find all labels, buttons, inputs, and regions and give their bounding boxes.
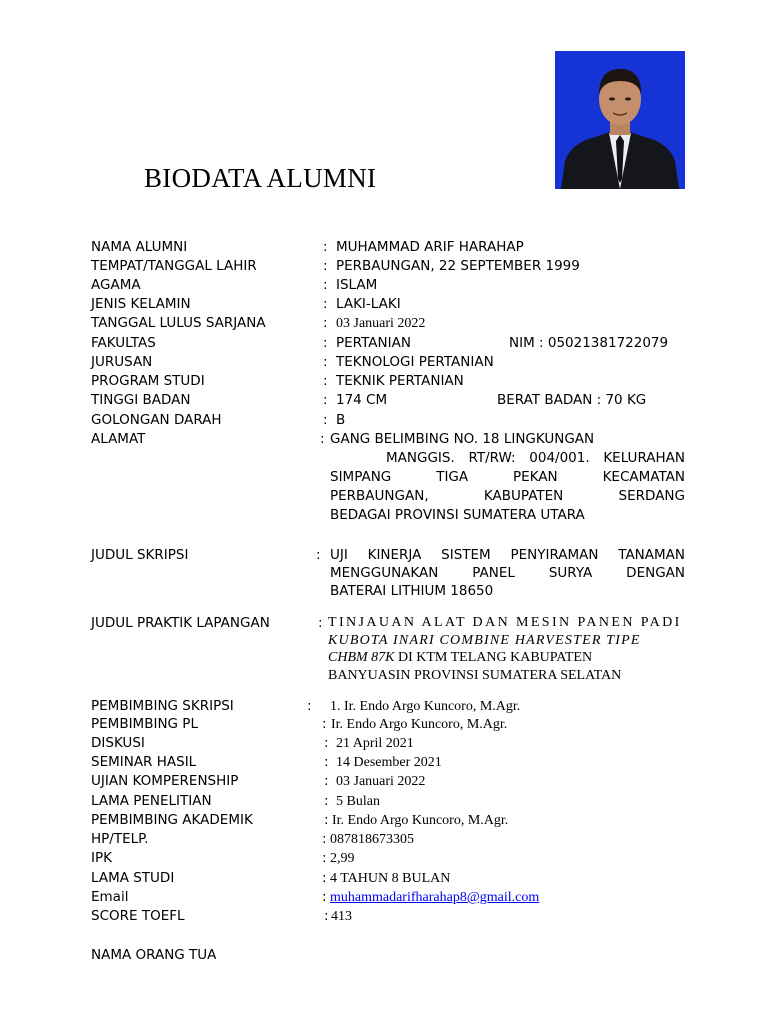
praktik-line-italic: KUBOTA INARI COMBINE HARVESTER TIPE (328, 632, 641, 648)
alamat-value (330, 430, 685, 525)
colon: : (324, 793, 329, 809)
field-value: 4 TAHUN 8 BULAN (330, 871, 451, 886)
page-title: BIODATA ALUMNI (144, 163, 377, 193)
field-label: LAMA STUDI (91, 870, 175, 886)
colon: : (323, 335, 328, 351)
field-label: PEMBIMBING PL (91, 716, 198, 732)
praktik-rest-part: DI KTM TELANG KABUPATEN (394, 650, 593, 665)
field-value: 5 Bulan (336, 794, 380, 809)
field-label: TEMPAT/TANGGAL LAHIR (91, 258, 257, 274)
field-label: HP/TELP. (91, 831, 149, 847)
praktik-line: TINJAUAN ALAT DAN MESIN PANEN PADI (328, 615, 682, 630)
skripsi-line: UJI KINERJA SISTEM PENYIRAMAN TANAMAN (330, 547, 685, 563)
colon: : (323, 277, 328, 293)
field-label: DISKUSI (91, 735, 145, 751)
field-label: GOLONGAN DARAH (91, 412, 222, 428)
colon: : (323, 239, 328, 255)
judul-praktik-value (328, 614, 683, 684)
alumni-photo (555, 51, 685, 189)
field-value: ISLAM (336, 277, 378, 293)
colon: : (324, 735, 329, 751)
field-label: SEMINAR HASIL (91, 754, 197, 770)
field-value: PERBAUNGAN, 22 SEPTEMBER 1999 (336, 258, 580, 274)
field-value: 21 April 2021 (336, 736, 414, 751)
colon: : (322, 870, 327, 886)
field-value: MUHAMMAD ARIF HARAHAP (336, 239, 524, 255)
field-label: IPK (91, 850, 112, 866)
field-label: UJIAN KOMPERENSHIP (91, 773, 239, 789)
alamat-line: SIMPANG TIGA PEKAN KECAMATAN (330, 469, 685, 485)
nim-value: NIM : 05021381722079 (509, 335, 669, 351)
field-label: LAMA PENELITIAN (91, 793, 212, 809)
berat-badan-value: BERAT BADAN : 70 KG (497, 392, 647, 408)
colon: : (322, 889, 327, 905)
colon: : (322, 716, 327, 732)
colon: : (322, 831, 327, 847)
person-portrait-icon (555, 51, 685, 189)
praktik-line: BANYUASIN PROVINSI SUMATERA SELATAN (328, 667, 622, 683)
alamat-line: GANG BELIMBING NO. 18 LINGKUNGAN (330, 431, 595, 447)
field-value: 1. Ir. Endo Argo Kuncoro, M.Agr. (330, 699, 521, 714)
colon: : (320, 431, 325, 447)
field-value: TEKNOLOGI PERTANIAN (336, 354, 494, 370)
field-label: TINGGI BADAN (91, 392, 191, 408)
colon: : (324, 773, 329, 789)
field-label: ALAMAT (91, 431, 146, 447)
alamat-line: PERBAUNGAN, KABUPATEN SERDANG (330, 488, 685, 504)
colon: : (323, 296, 328, 312)
field-label: PEMBIMBING SKRIPSI (91, 698, 234, 714)
field-label: FAKULTAS (91, 335, 156, 351)
alamat-line: MANGGIS. RT/RW: 004/001. KELURAHAN (386, 450, 685, 466)
field-label: TANGGAL LULUS SARJANA (91, 315, 266, 331)
field-value: Ir. Endo Argo Kuncoro, M.Agr. (331, 717, 508, 732)
field-label: AGAMA (91, 277, 141, 293)
praktik-italic-part: CHBM 87K (328, 650, 395, 665)
field-value: LAKI-LAKI (336, 296, 401, 312)
colon: : (318, 615, 323, 631)
field-label: NAMA ORANG TUA (91, 947, 217, 963)
field-value: B (336, 412, 346, 428)
colon: : (324, 812, 329, 828)
colon: : (322, 850, 327, 866)
judul-skripsi-value (330, 546, 685, 600)
field-value: TEKNIK PERTANIAN (336, 373, 464, 389)
field-label: JENIS KELAMIN (91, 296, 191, 312)
field-value: 174 CM (336, 392, 388, 408)
field-label: Email (91, 889, 129, 905)
field-value: PERTANIAN (336, 335, 411, 351)
field-value: Ir. Endo Argo Kuncoro, M.Agr. (332, 813, 509, 828)
field-value: 087818673305 (330, 832, 414, 847)
colon: : (323, 412, 328, 428)
colon: : (323, 315, 328, 331)
field-label: NAMA ALUMNI (91, 239, 188, 255)
field-label: JURUSAN (91, 354, 153, 370)
field-value: 03 Januari 2022 (336, 316, 426, 331)
alamat-line: BEDAGAI PROVINSI SUMATERA UTARA (330, 507, 585, 523)
colon: : (323, 354, 328, 370)
colon: : (307, 698, 312, 714)
email-link[interactable]: muhammadarifharahap8@gmail.com (330, 890, 540, 905)
field-label: SCORE TOEFL (91, 908, 185, 924)
colon: : (323, 373, 328, 389)
colon: : (316, 547, 321, 563)
field-label: JUDUL PRAKTIK LAPANGAN (91, 615, 270, 631)
field-label: JUDUL SKRIPSI (91, 547, 189, 563)
colon: : (324, 754, 329, 770)
skripsi-line: MENGGUNAKAN PANEL SURYA DENGAN (330, 565, 685, 581)
colon: : (323, 258, 328, 274)
praktik-line (328, 649, 683, 667)
skripsi-line: BATERAI LITHIUM 18650 (330, 583, 494, 599)
colon: : (323, 392, 328, 408)
field-value: 413 (331, 909, 352, 924)
field-label: PROGRAM STUDI (91, 373, 205, 389)
colon: : (324, 908, 329, 924)
field-label: PEMBIMBING AKADEMIK (91, 812, 253, 828)
field-value: 03 Januari 2022 (336, 774, 426, 789)
field-value: 14 Desember 2021 (336, 755, 442, 770)
field-value: 2,99 (330, 851, 355, 866)
